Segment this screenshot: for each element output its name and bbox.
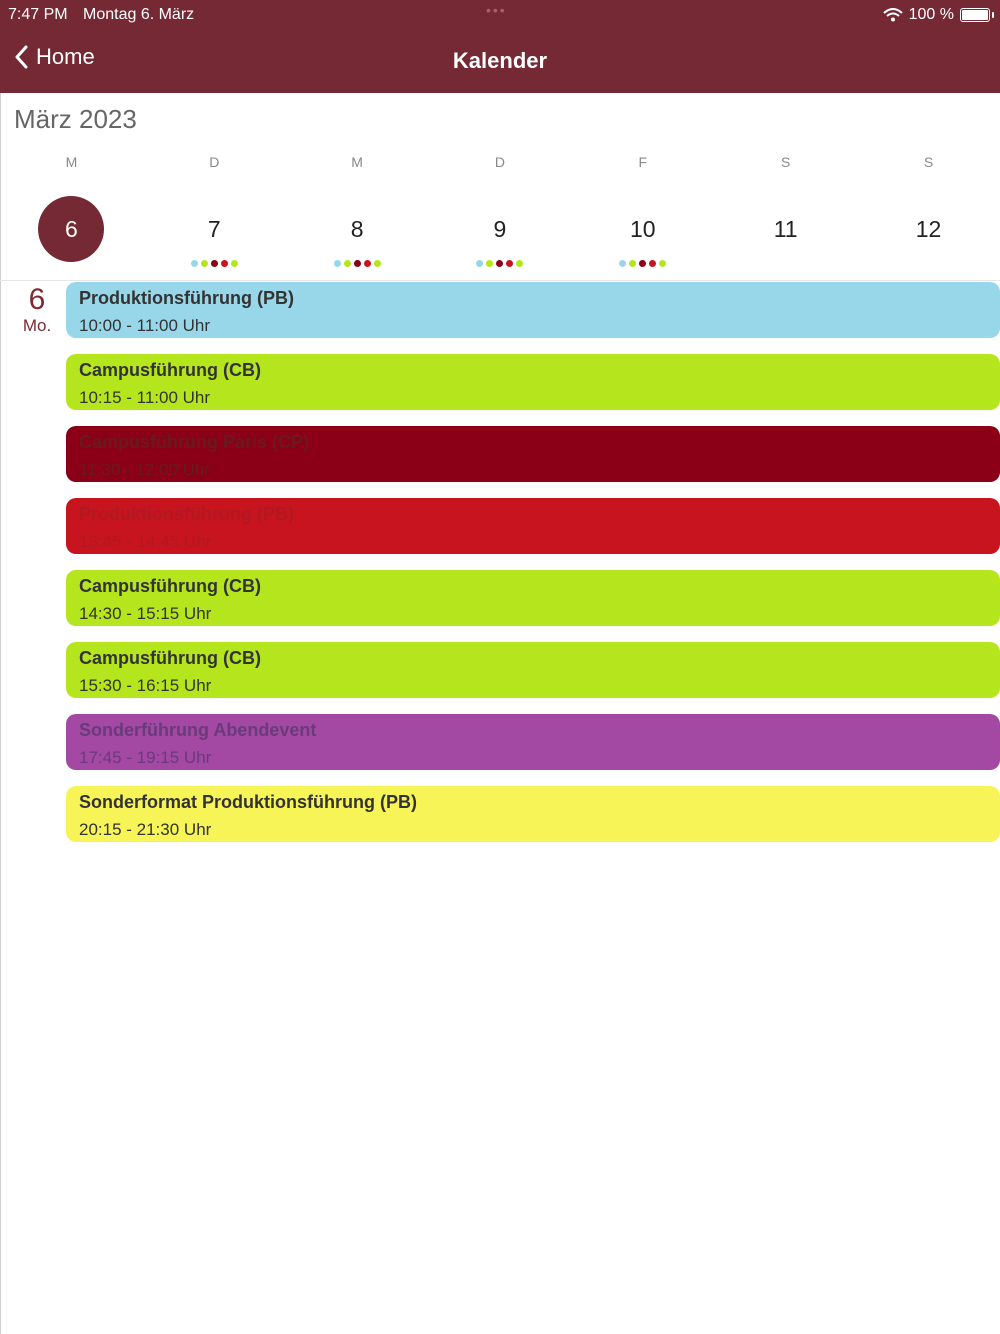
- event-dot: [629, 260, 636, 267]
- status-right: [883, 6, 990, 24]
- event-dot: [344, 260, 351, 267]
- weekday-label: S: [923, 154, 934, 170]
- event-dot: [221, 260, 228, 267]
- event-title: Produktionsführung (PB): [79, 504, 294, 524]
- event-time: 15:30 - 16:15 Uhr: [79, 676, 212, 695]
- event-time: 10:15 - 11:00 Uhr: [79, 388, 211, 407]
- event-dot: [659, 260, 666, 267]
- weekday-label: M: [351, 154, 363, 170]
- weekday-label: S: [780, 154, 791, 170]
- day-cell[interactable]: [571, 196, 714, 276]
- weekday-label: D: [209, 154, 220, 170]
- event-title: Campusführung (CB): [79, 648, 261, 668]
- event-dot: [374, 260, 381, 267]
- event-item[interactable]: [66, 642, 1000, 698]
- divider: [0, 280, 1000, 281]
- battery-icon: [960, 8, 990, 22]
- event-dot: [516, 260, 523, 267]
- multitasking-dots-icon[interactable]: •••: [486, 2, 507, 18]
- event-title: Sonderformat Produktionsführung (PB): [79, 792, 417, 812]
- event-title: Sonderführung Abendevent: [79, 720, 317, 740]
- day-number: 7: [207, 216, 221, 242]
- event-time: 20:15 - 21:30 Uhr: [79, 820, 212, 839]
- day-cell[interactable]: [429, 196, 572, 276]
- event-dot: [201, 260, 208, 267]
- event-item[interactable]: [66, 282, 1000, 338]
- day-cell[interactable]: [0, 196, 143, 276]
- event-dot: [334, 260, 341, 267]
- event-title: Produktionsführung (PB): [79, 288, 294, 308]
- event-dot: [476, 260, 483, 267]
- event-indicator-dots: [286, 260, 429, 267]
- weekday-label: D: [494, 154, 506, 170]
- event-list: [66, 282, 1000, 858]
- navigation-bar: [0, 30, 1000, 93]
- day-number: 9: [493, 216, 507, 242]
- event-item[interactable]: [66, 786, 1000, 842]
- event-dot: [231, 260, 238, 267]
- event-time: 14:30 - 15:15 Uhr: [79, 604, 212, 623]
- event-time: 10:00 - 11:00 Uhr: [79, 316, 211, 335]
- event-dot: [649, 260, 656, 267]
- back-label: Home: [36, 44, 95, 69]
- page-title: Kalender: [452, 48, 548, 73]
- event-title: Campusführung Paris (CP): [79, 432, 310, 452]
- event-title: Campusführung (CB): [79, 360, 261, 380]
- event-item[interactable]: [66, 498, 1000, 554]
- week-day-strip: [0, 196, 1000, 276]
- event-dot: [496, 260, 503, 267]
- event-item[interactable]: [66, 570, 1000, 626]
- weekday-header: [0, 154, 1000, 170]
- day-number: 10: [630, 216, 656, 242]
- event-dot: [506, 260, 513, 267]
- selected-day-weekday: Mo.: [22, 316, 52, 335]
- top-bar: [0, 0, 1000, 93]
- selected-day-label: [18, 284, 56, 336]
- selected-day-number: 6: [28, 283, 46, 316]
- event-dot: [211, 260, 218, 267]
- day-number: 8: [350, 216, 364, 242]
- battery-percent: 100 %: [908, 6, 954, 23]
- event-dot: [191, 260, 198, 267]
- day-cell[interactable]: [286, 196, 429, 276]
- event-dot: [354, 260, 361, 267]
- event-dot: [486, 260, 493, 267]
- wifi-icon: [883, 8, 903, 22]
- event-time: 11:30 - 12:00 Uhr: [79, 460, 211, 479]
- day-cell[interactable]: [714, 196, 857, 276]
- event-time: 17:45 - 19:15 Uhr: [79, 748, 212, 767]
- event-indicator-dots: [429, 260, 572, 267]
- day-cell[interactable]: [143, 196, 286, 276]
- day-number: 12: [915, 216, 942, 242]
- day-number: 6: [38, 196, 104, 262]
- status-date: Montag 6. März: [83, 6, 195, 23]
- status-bar: [0, 0, 1000, 30]
- event-item[interactable]: [66, 714, 1000, 770]
- event-time: 13:45 - 14:45 Uhr: [79, 532, 212, 551]
- event-item[interactable]: [66, 354, 1000, 410]
- weekday-label: F: [638, 154, 648, 170]
- month-label: März 2023: [14, 104, 137, 134]
- day-cell[interactable]: [857, 196, 1000, 276]
- event-indicator-dots: [143, 260, 286, 267]
- event-dot: [619, 260, 626, 267]
- weekday-label: M: [65, 154, 78, 170]
- event-title: Campusführung (CB): [79, 576, 261, 596]
- event-dot: [639, 260, 646, 267]
- event-item[interactable]: [66, 426, 1000, 482]
- event-indicator-dots: [571, 260, 714, 267]
- status-time: 7:47 PM: [8, 6, 68, 23]
- event-dot: [364, 260, 371, 267]
- day-number: 11: [773, 216, 798, 242]
